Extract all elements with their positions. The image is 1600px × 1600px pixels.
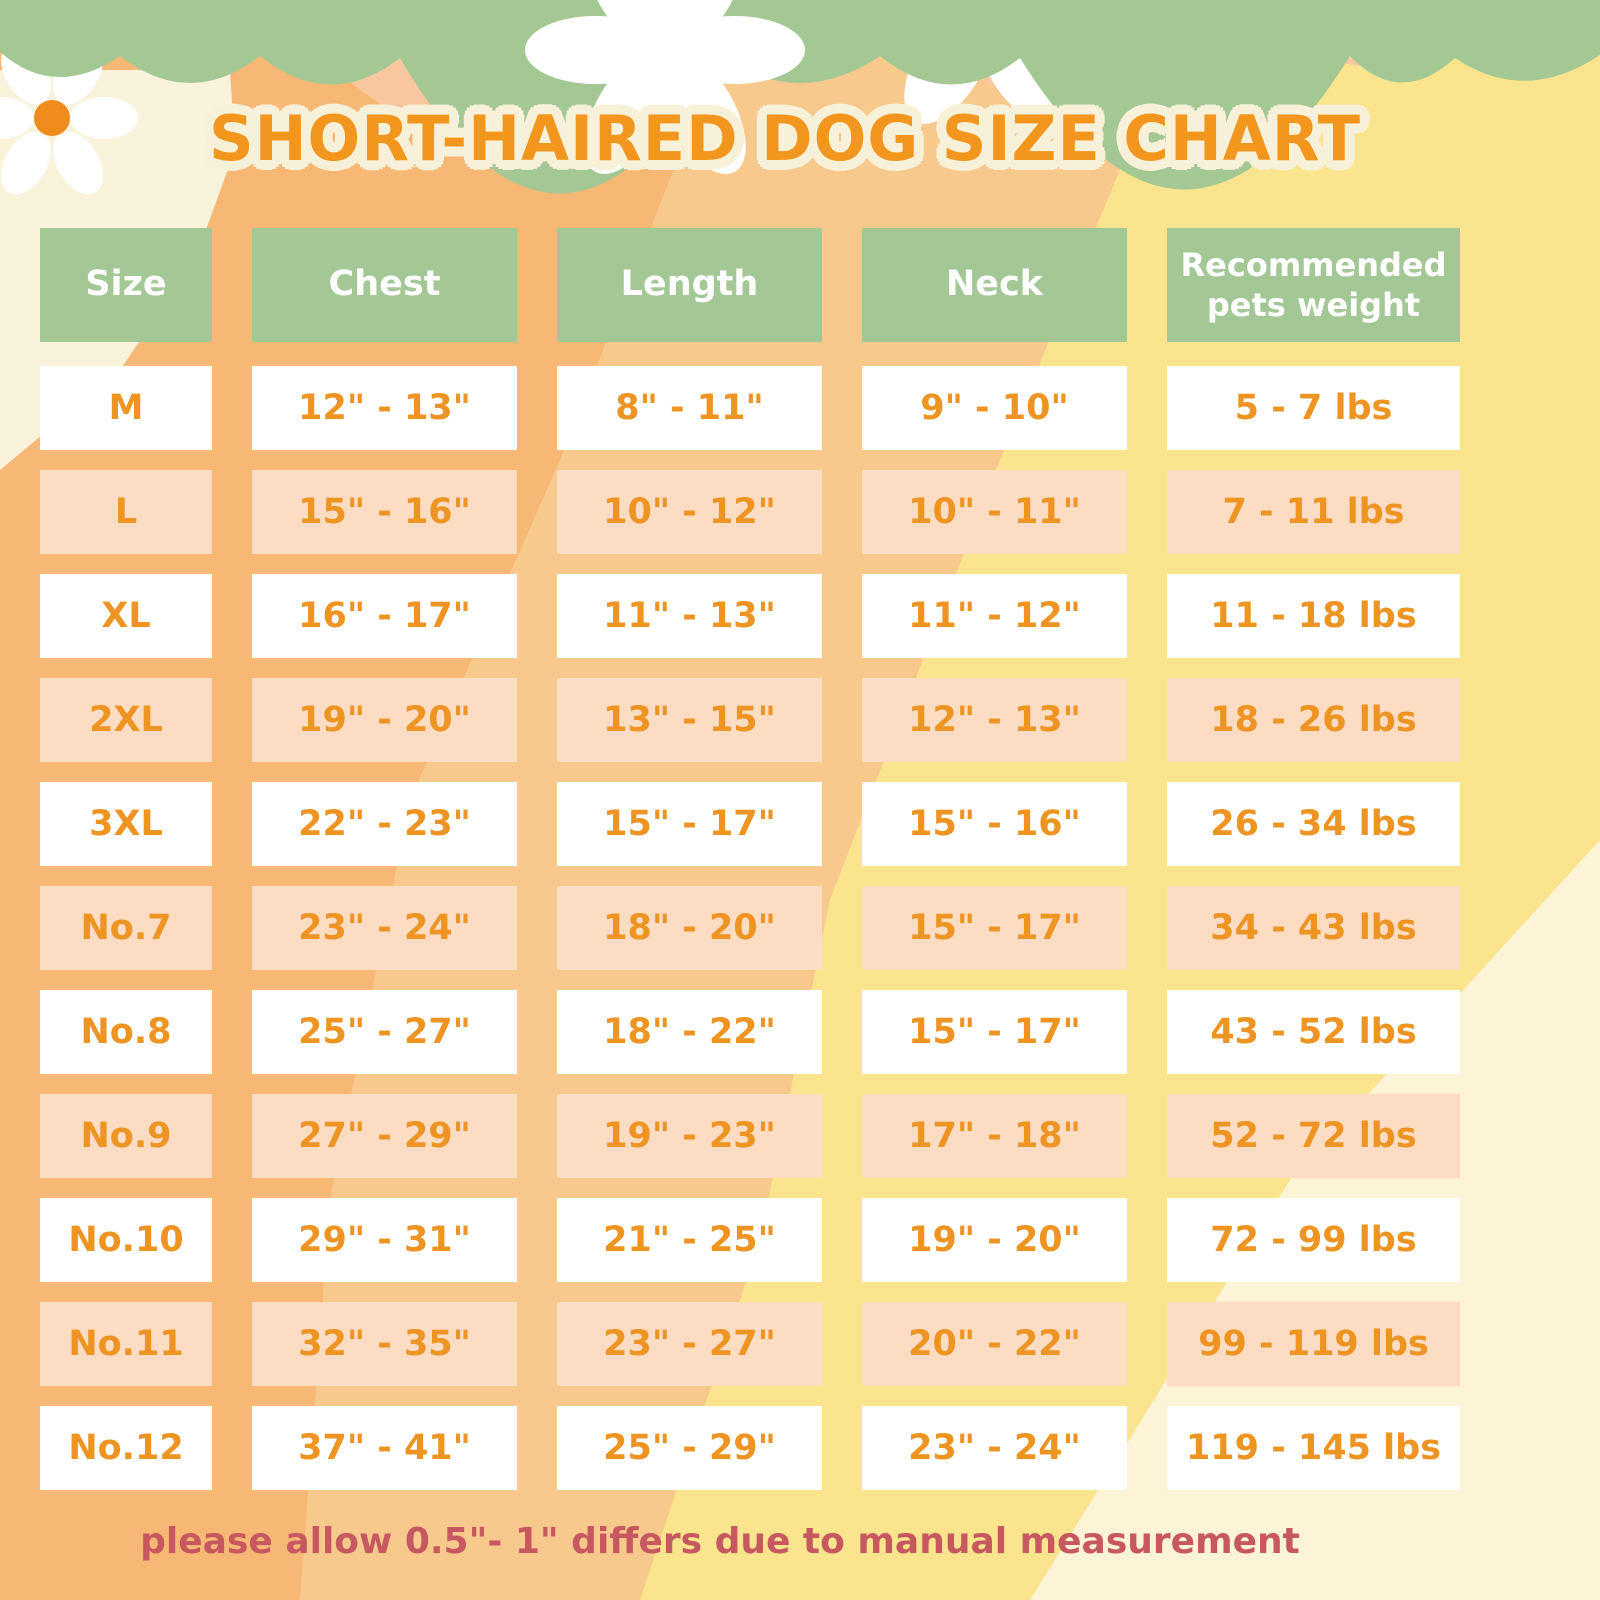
- weight-cell: 26 - 34 lbs: [1167, 782, 1460, 866]
- size-cell: L: [40, 470, 212, 554]
- length-cell: 18" - 20": [557, 886, 822, 970]
- weight-cell: 119 - 145 lbs: [1167, 1406, 1460, 1490]
- chest-cell: 15" - 16": [252, 470, 517, 554]
- neck-cell: 11" - 12": [862, 574, 1127, 658]
- weight-cell: 34 - 43 lbs: [1167, 886, 1460, 970]
- chest-cell: 12" - 13": [252, 366, 517, 450]
- weight-cell: 43 - 52 lbs: [1167, 990, 1460, 1074]
- column-header: Length: [557, 228, 822, 342]
- length-cell: 23" - 27": [557, 1302, 822, 1386]
- header-row: [40, 228, 1460, 342]
- chest-cell: 37" - 41": [252, 1406, 517, 1490]
- weight-cell: 18 - 26 lbs: [1167, 678, 1460, 762]
- weight-cell: 72 - 99 lbs: [1167, 1198, 1460, 1282]
- neck-cell: 20" - 22": [862, 1302, 1127, 1386]
- chest-cell: 25" - 27": [252, 990, 517, 1074]
- size-cell: No.7: [40, 886, 212, 970]
- chest-cell: 27" - 29": [252, 1094, 517, 1178]
- size-table-body: [40, 366, 1460, 1490]
- length-cell: 15" - 17": [557, 782, 822, 866]
- neck-cell: 12" - 13": [862, 678, 1127, 762]
- length-cell: 10" - 12": [557, 470, 822, 554]
- length-cell: 18" - 22": [557, 990, 822, 1074]
- neck-cell: 23" - 24": [862, 1406, 1127, 1490]
- length-cell: 13" - 15": [557, 678, 822, 762]
- size-cell: M: [40, 366, 212, 450]
- chest-cell: 16" - 17": [252, 574, 517, 658]
- neck-cell: 15" - 17": [862, 990, 1127, 1074]
- size-cell: No.9: [40, 1094, 212, 1178]
- neck-cell: 10" - 11": [862, 470, 1127, 554]
- size-cell: No.12: [40, 1406, 212, 1490]
- weight-cell: 99 - 119 lbs: [1167, 1302, 1460, 1386]
- column-header: Neck: [862, 228, 1127, 342]
- weight-cell: 11 - 18 lbs: [1167, 574, 1460, 658]
- chest-cell: 22" - 23": [252, 782, 517, 866]
- page-title: SHORT-HAIRED DOG SIZE CHART: [208, 102, 1362, 175]
- column-header: Chest: [252, 228, 517, 342]
- size-cell: 2XL: [40, 678, 212, 762]
- length-cell: 21" - 25": [557, 1198, 822, 1282]
- chest-cell: 29" - 31": [252, 1198, 517, 1282]
- neck-cell: 19" - 20": [862, 1198, 1127, 1282]
- weight-cell: 5 - 7 lbs: [1167, 366, 1460, 450]
- size-cell: 3XL: [40, 782, 212, 866]
- size-cell: No.11: [40, 1302, 212, 1386]
- size-cell: No.8: [40, 990, 212, 1074]
- weight-cell: 7 - 11 lbs: [1167, 470, 1460, 554]
- neck-cell: 15" - 16": [862, 782, 1127, 866]
- size-cell: XL: [40, 574, 212, 658]
- chest-cell: 19" - 20": [252, 678, 517, 762]
- measurement-note: please allow 0.5"- 1" differs due to manual measurement: [140, 1521, 1300, 1562]
- length-cell: 19" - 23": [557, 1094, 822, 1178]
- size-table: [40, 228, 1460, 1490]
- neck-cell: 15" - 17": [862, 886, 1127, 970]
- chest-cell: 23" - 24": [252, 886, 517, 970]
- length-cell: 8" - 11": [557, 366, 822, 450]
- weight-cell: 52 - 72 lbs: [1167, 1094, 1460, 1178]
- size-cell: No.10: [40, 1198, 212, 1282]
- chest-cell: 32" - 35": [252, 1302, 517, 1386]
- neck-cell: 17" - 18": [862, 1094, 1127, 1178]
- column-header: Recommended pets weight: [1167, 228, 1460, 342]
- neck-cell: 9" - 10": [862, 366, 1127, 450]
- length-cell: 25" - 29": [557, 1406, 822, 1490]
- length-cell: 11" - 13": [557, 574, 822, 658]
- column-header: Size: [40, 228, 212, 342]
